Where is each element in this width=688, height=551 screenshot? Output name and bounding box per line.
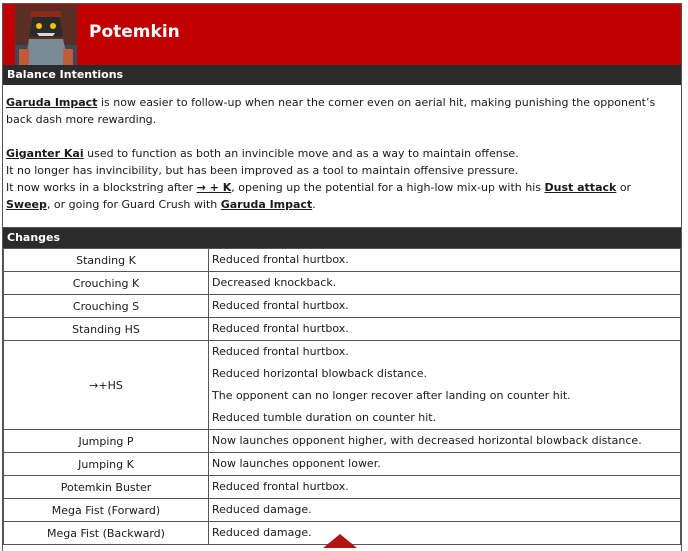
intent-paragraph-1 xyxy=(6,94,677,128)
move-name: Standing HS xyxy=(4,318,209,341)
table-row xyxy=(4,249,681,272)
portrait-image xyxy=(15,5,77,65)
move-name: Crouching S xyxy=(4,295,209,318)
change-note: Reduced tumble duration on counter hit. xyxy=(212,411,437,424)
change-note: Reduced frontal hurtbox. xyxy=(212,299,349,312)
garuda-impact-link[interactable]: Garuda Impact xyxy=(220,198,313,211)
table-row xyxy=(4,295,681,318)
move-name: Jumping K xyxy=(4,453,209,476)
garuda-impact-link[interactable]: Garuda Impact xyxy=(6,96,98,109)
change-description xyxy=(209,249,681,272)
change-description xyxy=(209,476,681,499)
change-description xyxy=(209,295,681,318)
change-description xyxy=(209,272,681,295)
table-row xyxy=(4,476,681,499)
intent-text: used to function as both an invincible move and as a way to maintain offense. xyxy=(83,147,519,160)
character-header xyxy=(3,4,681,65)
sweep-link[interactable]: Sweep xyxy=(6,198,47,211)
changes-table xyxy=(3,248,681,545)
move-name: →+HS xyxy=(4,341,209,430)
patch-notes-panel xyxy=(2,3,682,551)
change-note: Reduced frontal hurtbox. xyxy=(212,480,349,493)
intent-text: , opening up the potential for a high-low mix-up with his xyxy=(231,181,545,194)
intent-paragraph-2 xyxy=(6,145,677,162)
table-row xyxy=(4,499,681,522)
intent-paragraph-3: It no longer has invincibility, but has been improved as a tool to maintain offensive pressure. xyxy=(6,164,519,177)
intent-paragraph-4 xyxy=(6,179,677,213)
change-note: Reduced damage. xyxy=(212,526,312,539)
move-name: Crouching K xyxy=(4,272,209,295)
change-description xyxy=(209,430,681,453)
move-name: Potemkin Buster xyxy=(4,476,209,499)
change-note: Reduced horizontal blowback distance. xyxy=(212,367,428,380)
move-name: Mega Fist (Forward) xyxy=(4,499,209,522)
intent-text: is now easier to follow-up when near the corner even on aerial hit, making punishing the opponent’s back dash more rewarding. xyxy=(6,96,656,126)
dust-attack-link[interactable]: Dust attack xyxy=(544,181,617,194)
move-name: Standing K xyxy=(4,249,209,272)
intent-text: , or going for Guard Crush with xyxy=(46,198,221,211)
change-note: Reduced frontal hurtbox. xyxy=(212,345,349,358)
move-name: Mega Fist (Backward) xyxy=(4,522,209,545)
change-note: Reduced frontal hurtbox. xyxy=(212,322,349,335)
intent-text: . xyxy=(312,198,316,211)
character-name: Potemkin xyxy=(89,22,180,42)
change-description xyxy=(209,341,681,430)
table-row xyxy=(4,318,681,341)
intent-text: It now works in a blockstring after xyxy=(6,181,197,194)
table-row xyxy=(4,341,681,430)
change-note: Reduced damage. xyxy=(212,503,312,516)
change-note: Now launches opponent higher, with decreased horizontal blowback distance. xyxy=(212,434,642,447)
balance-intentions-text xyxy=(3,85,681,228)
change-description xyxy=(209,522,681,545)
change-note: Decreased knockback. xyxy=(212,276,337,289)
scroll-to-top-icon[interactable] xyxy=(323,534,357,548)
changes-heading: Changes xyxy=(3,228,681,248)
change-description xyxy=(209,453,681,476)
change-description xyxy=(209,318,681,341)
change-note: Reduced frontal hurtbox. xyxy=(212,253,349,266)
table-row xyxy=(4,453,681,476)
move-name: Jumping P xyxy=(4,430,209,453)
table-row xyxy=(4,430,681,453)
balance-intentions-heading: Balance Intentions xyxy=(3,65,681,85)
giganter-kai-link[interactable]: Giganter Kai xyxy=(6,147,84,160)
change-note: The opponent can no longer recover after landing on counter hit. xyxy=(212,389,571,402)
character-portrait xyxy=(15,5,77,65)
change-note: Now launches opponent lower. xyxy=(212,457,381,470)
table-row xyxy=(4,272,681,295)
intent-text: or xyxy=(616,181,632,194)
change-description xyxy=(209,499,681,522)
forward-k-link[interactable]: → + K xyxy=(196,181,232,194)
